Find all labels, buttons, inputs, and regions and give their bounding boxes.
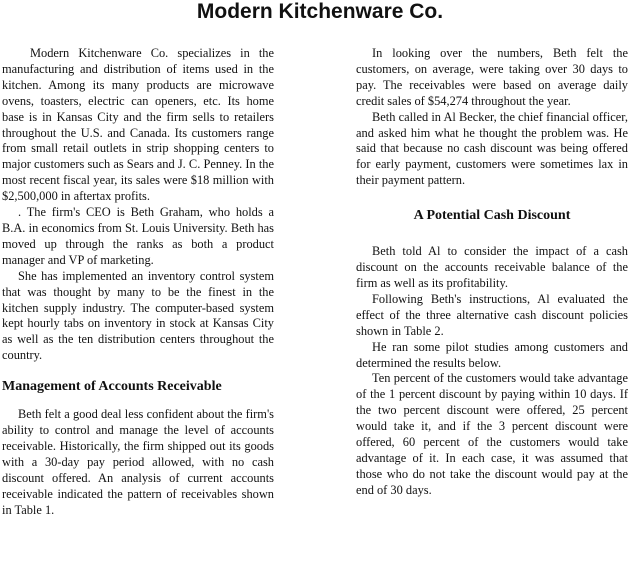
right-column <box>356 46 628 499</box>
paragraph-receivables-concern: Beth felt a good deal less confident about the firm's ability to control and manage the level of accounts receivable. Historically, the firm shipped out its goods with a 30-day pay period allowed, with no cash discount offered. An analysis of current accounts receivable indicated the pattern of receivables shown in Table 1. <box>2 407 274 517</box>
page-title: Modern Kitchenware Co. <box>196 0 444 23</box>
left-column <box>2 46 274 518</box>
paragraph-consider-discount: Beth told Al to consider the impact of a cash discount on the accounts receivable balance of the firm as well as its profitability. <box>356 244 628 290</box>
paragraph-pilot-studies: He ran some pilot studies among customers and determined the results below. <box>356 339 628 370</box>
paragraph-company-overview: Modern Kitchenware Co. specializes in the manufacturing and distribution of items used in the kitchen. Among its many products are microwave ovens, toasters, electric can openers, etc. Its home base is in Kansas City and the firm sells to retailers throughout the U.S. and Canada. Its customers range from small retail outlets in strip shopping centers to major customers such as Sears and J. C. Penney. In the most recent fiscal year, its sales were $18 million with $2,500,000 in aftertax profits. <box>2 46 274 204</box>
section-heading-accounts-receivable: Management of Accounts Receivable <box>2 379 222 395</box>
paragraph-discount-results: Ten percent of the customers would take advantage of the 1 percent discount by paying within 10 days. If the two percent discount were offered, 25 percent would take it, and if the 3 percent discount were offered, 60 percent of the customers would take advantage of it. In each case, it was assumed that those who do not take the discount would pay at the end of 30 days. <box>356 371 628 497</box>
paragraph-alternative-policies: Following Beth's instructions, Al evaluated the effect of the three alternative cash discount policies shown in Table 2. <box>356 291 628 338</box>
paragraph-inventory-system: She has implemented an inventory control system that was thought by many to be the finest in the kitchen supply industry. The computer-based system kept hourly tabs on inventory in stock at Kansas City as well as the ten distribution centers throughout the country. <box>2 268 274 363</box>
section-heading-cash-discount: A Potential Cash Discount <box>413 208 571 224</box>
paragraph-cfo-opinion: Beth called in Al Becker, the chief financial officer, and asked him what he thought the problem was. He said that because no cash discount was being offered for early payment, customers were sometimes lax in their payment pattern. <box>356 109 628 188</box>
paragraph-payment-days: In looking over the numbers, Beth felt the customers, on average, were taking over 30 days to pay. The receivables were based on average daily credit sales of $54,274 throughout the year. <box>356 46 628 108</box>
paragraph-ceo: . The firm's CEO is Beth Graham, who holds a B.A. in economics from St. Louis University. Beth has moved up through the ranks as both a product manager and VP of marketing. <box>2 205 274 267</box>
